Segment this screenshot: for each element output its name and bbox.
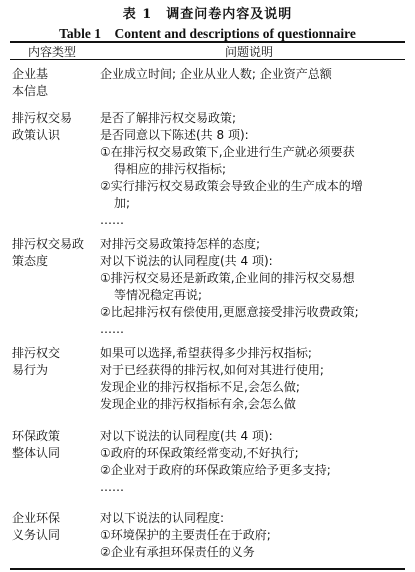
row-description <box>100 110 403 229</box>
bottom-rule <box>10 568 405 570</box>
category-line: 易行为 <box>12 363 49 377</box>
row-category <box>12 510 92 544</box>
description-line: ②实行排污权交易政策会导致企业的生产成本的增 <box>100 179 363 193</box>
row-description <box>100 510 403 561</box>
description-line: ①在排污权交易政策下,企业进行生产就必须要获 <box>100 145 355 159</box>
column-header-description: 问题说明 <box>225 45 274 59</box>
description-line: 对于已经获得的排污权,如何对其进行使用; <box>100 363 324 377</box>
description-line: 对排污交易政策持怎样的态度; <box>100 237 261 251</box>
category-line: 环保政策 <box>12 429 61 443</box>
description-line: …… <box>100 480 124 494</box>
category-line: 策态度 <box>12 254 49 268</box>
description-line: 得相应的排污权指标; <box>114 162 227 176</box>
category-line: 企业基 <box>12 67 49 81</box>
category-line: 整体认同 <box>12 446 61 460</box>
row-category <box>12 236 92 270</box>
description-line: ①政府的环保政策经常变动,不好执行; <box>100 446 299 460</box>
description-line: 发现企业的排污权指标不足,会怎么做; <box>100 380 300 394</box>
description-line: …… <box>100 322 124 336</box>
category-line: 排污权交易 <box>12 111 73 125</box>
description-line: 如果可以选择,希望获得多少排污权指标; <box>100 346 312 360</box>
description-line: ②企业有承担环保责任的义务 <box>100 545 255 559</box>
category-line: 政策认识 <box>12 128 61 142</box>
row-category <box>12 345 92 379</box>
category-line: 排污权交易政 <box>12 237 85 251</box>
row-description <box>100 428 403 496</box>
description-line: …… <box>100 213 124 227</box>
header-rule <box>10 59 405 60</box>
description-line: ②比起排污权有偿使用,更愿意接受排污收费政策; <box>100 305 359 319</box>
row-category <box>12 110 92 144</box>
description-line: 等情况稳定再说; <box>114 288 203 302</box>
row-category <box>12 428 92 462</box>
description-line: ①环境保护的主要责任在于政府; <box>100 528 271 542</box>
description-line: ①排污权交易还是新政策,企业间的排污权交易想 <box>100 271 355 285</box>
row-category <box>12 66 92 100</box>
description-line: 发现企业的排污权指标有余,会怎么做 <box>100 397 296 411</box>
category-line: 排污权交 <box>12 346 61 360</box>
column-header-type: 内容类型 <box>28 45 77 59</box>
category-line: 义务认同 <box>12 528 61 542</box>
row-description <box>100 66 403 83</box>
description-line: ②企业对于政府的环保政策应给予更多支持; <box>100 463 331 477</box>
description-line: 对以下说法的认同程度: <box>100 511 225 525</box>
row-description <box>100 236 403 338</box>
description-line: 是否了解排污权交易政策; <box>100 111 237 125</box>
row-description <box>100 345 403 413</box>
description-line: 加; <box>114 196 131 210</box>
table-caption-english: Table 1 Content and descriptions of questionnaire <box>59 26 356 41</box>
category-line: 企业环保 <box>12 511 61 525</box>
description-line: 对以下说法的认同程度(共 4 项): <box>100 254 273 268</box>
category-line: 本信息 <box>12 84 49 98</box>
table-caption-chinese: 表 1 调查问卷内容及说明 <box>122 7 293 22</box>
description-line: 企业成立时间; 企业从业人数; 企业资产总额 <box>100 67 332 81</box>
description-line: 对以下说法的认同程度(共 4 项): <box>100 429 273 443</box>
description-line: 是否同意以下陈述(共 8 项): <box>100 128 249 142</box>
